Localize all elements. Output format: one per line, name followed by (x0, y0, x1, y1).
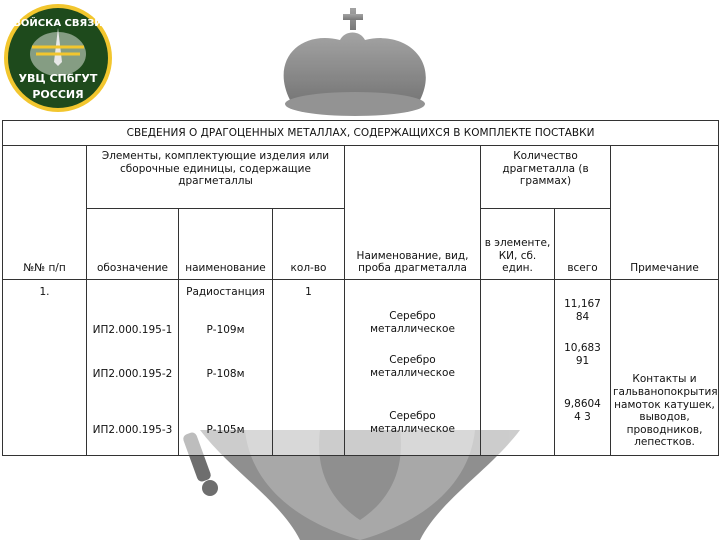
qty-top: 1 (305, 286, 312, 298)
total-2: 10,68391 (564, 342, 601, 367)
cell-num (3, 280, 87, 456)
cell-metal (345, 280, 481, 456)
metal-2: Серебро металлическое (370, 354, 455, 379)
total-3: 9,86044 3 (564, 398, 601, 423)
header-metal: Наименование, вид, проба драгметалла (345, 146, 481, 280)
header-elements-group: Элементы, комплектующие изделия или сборочные единицы, содержащие драгметаллы (87, 146, 345, 209)
svg-text:ВОЙСКА СВЯЗИ: ВОЙСКА СВЯЗИ (13, 18, 103, 29)
cell-qty (273, 280, 345, 456)
cell-total (555, 280, 611, 456)
header-amount-group: Количество драгметалла (в граммах) (481, 146, 611, 209)
cell-name (179, 280, 273, 456)
svg-text:УВЦ СПбГУТ: УВЦ СПбГУТ (18, 72, 98, 85)
name-3: Р-105м (206, 424, 245, 436)
row-number: 1. (39, 286, 50, 298)
metal-3: Серебро металлическое (370, 410, 455, 435)
name-top: Радиостанция (186, 286, 265, 298)
signal-corps-emblem-icon (2, 2, 114, 114)
header-per-element: в элементе, КИ, сб. един. (481, 209, 555, 280)
svg-text:РОССИЯ: РОССИЯ (32, 88, 84, 101)
header-name: наименование (179, 209, 273, 280)
cell-note (611, 280, 719, 456)
designation-1: ИП2.000.195-1 (92, 324, 173, 336)
precious-metals-table (2, 120, 719, 456)
header-qty: кол-во (273, 209, 345, 280)
cell-designation (87, 280, 179, 456)
logo-badge (2, 2, 114, 114)
header-num: №№ п/п (3, 146, 87, 280)
cell-per-element (481, 280, 555, 456)
header-note: Примечание (611, 146, 719, 280)
name-1: Р-109м (206, 324, 245, 336)
note-text: Контакты и гальванопокрытия намоток катушек, выводов, проводников, лепестков. (613, 373, 718, 449)
table-row (3, 280, 719, 456)
designation-2: ИП2.000.195-2 (92, 368, 173, 380)
total-1: 11,16784 (564, 298, 601, 323)
name-2: Р-108м (206, 368, 245, 380)
header-total: всего (555, 209, 611, 280)
metal-1: Серебро металлическое (370, 310, 455, 335)
table-title: СВЕДЕНИЯ О ДРАГОЦЕННЫХ МЕТАЛЛАХ, СОДЕРЖАЩИХСЯ В КОМПЛЕКТЕ ПОСТАВКИ (3, 121, 719, 146)
designation-3: ИП2.000.195-3 (92, 424, 173, 436)
header-designation: обозначение (87, 209, 179, 280)
